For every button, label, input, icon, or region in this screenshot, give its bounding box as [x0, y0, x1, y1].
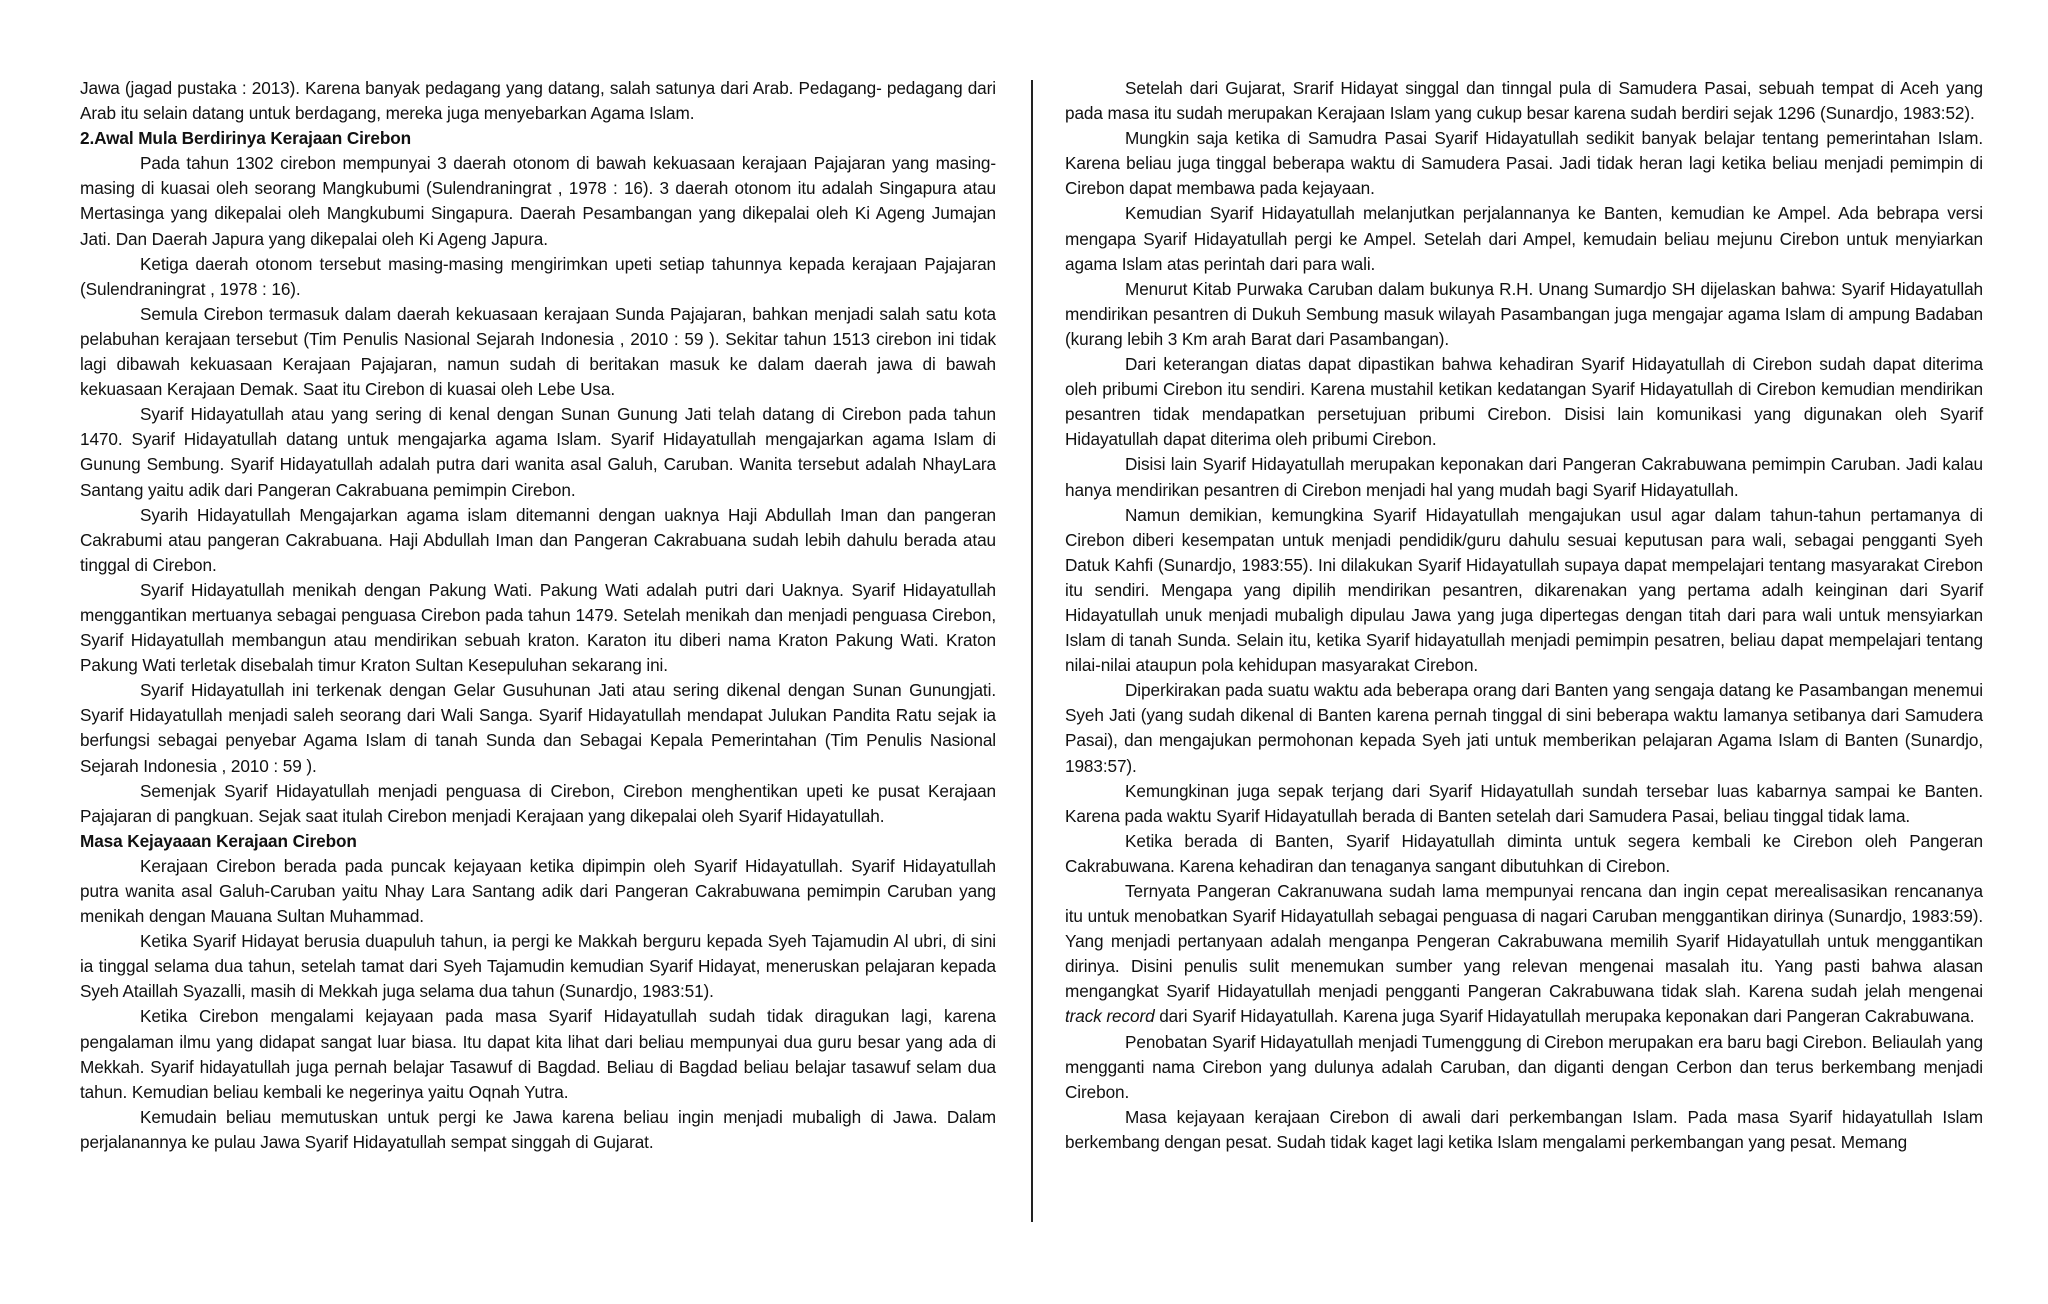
paragraph: Semula Cirebon termasuk dalam daerah kekuasaan kerajaan Sunda Pajajaran, bahkan menjadi salah satu kota pelabuhan kerajaan tersebut (Tim Penulis Nasional Sejarah Indonesia , 2010 : 59 ). Sekitar tahun 1513 cirebon ini tidak lagi dibawah kekuasaan Kerajaan Pajajaran, namun sudah di beritakan masuk ke dalam daerah jawa di bawah kekuasaan Kerajaan Demak. Saat itu Cirebon di kuasai oleh Lebe Usa. — [80, 303, 996, 400]
paragraph: Jawa (jagad pustaka : 2013). Karena banyak pedagang yang datang, salah satunya dari Arab. Pedagang- pedagang dari Arab itu selain datang untuk berdagang, mereka juga menyebarkan Agama Islam. — [80, 78, 996, 124]
column-divider — [1031, 80, 1033, 1222]
paragraph: Penobatan Syarif Hidayatullah menjadi Tumenggung di Cirebon merupakan era baru bagi Cirebon. Beliaulah yang mengganti nama Cirebon yang dulunya adalah Caruban, dan diganti dengan Cerbon dan terus berkembang menjadi Cirebon. — [1065, 1031, 1983, 1102]
paragraph: Ketiga daerah otonom tersebut masing-masing mengirimkan upeti setiap tahunnya kepada kerajaan Pajajaran (Sulendraningrat , 1978 : 16). — [80, 253, 996, 299]
paragraph: Mungkin saja ketika di Samudra Pasai Syarif Hidayatullah sedikit banyak belajar tentang pemerintahan Islam. Karena beliau juga tinggal beberapa waktu di Samudera Pasai. Jadi tidak heran lagi ketika beliau menjadi pemimpin di Cirebon dapat membawa pada kejayaan. — [1065, 128, 1983, 199]
paragraph: Setelah dari Gujarat, Srarif Hidayat singgal dan tinngal pula di Samudera Pasai, sebuah tempat di Aceh yang pada masa itu sudah merupakan Kerajaan Islam yang cukup besar karena sudah berdiri sejak 1296 (Sunardjo, 1983:52). — [1065, 78, 1983, 124]
paragraph: Kemungkinan juga sepak terjang dari Syarif Hidayatullah sundah tersebar luas kabarnya sampai ke Banten. Karena pada waktu Syarif Hidayatullah berada di Banten setelah dari Samudera Pasai, beliau tinggal tidak lama. — [1065, 780, 1983, 826]
text-run: Ternyata Pangeran Cakranuwana sudah lama mempunyai rencana dan ingin cepat merealisasikan rencananya itu untuk menobatkan Syarif Hidayatullah sebagai penguasa di nagari Caruban menggantikan dirinya (Sunardjo, 1983:59). Yang menjadi pertanyaan adalah menganpa Pengeran Cakrabuwana memilih Syarif Hidayatullah untuk menggantikan dirinya. Disini penulis sulit menemukan sumber yang relevan mengenai masalah itu. Yang pasti bahwa alasan mengangkat Syarif Hidayatullah menjadi pengganti Pangeran Cakrabuwana tidak slah. Karena sudah jelah mengenai — [1065, 881, 1983, 1002]
paragraph: Ketika Syarif Hidayat berusia duapuluh tahun, ia pergi ke Makkah berguru kepada Syeh Tajamudin Al ubri, di sini ia tinggal selama dua tahun, setelah tamat dari Syeh Tajamudin kemudian Syarif Hidayat, meneruskan pelajaran kepada Syeh Ataillah Syazalli, masih di Mekkah juga selama dua tahun (Sunardjo, 1983:51). — [80, 931, 996, 1002]
section-heading-awal-mula: 2.Awal Mula Berdirinya Kerajaan Cirebon — [80, 128, 412, 149]
paragraph: Diperkirakan pada suatu waktu ada beberapa orang dari Banten yang sengaja datang ke Pasambangan menemui Syeh Jati (yang sudah dikenal di Banten karena pernah tinggal di sini beberapa waktu lamanya setibanya dari Samudera Pasai), dan mengajukan permohonan kepada Syeh jati untuk memberikan pelajaran Agama Islam di Banten (Sunardjo, 1983:57). — [1065, 680, 1983, 776]
italic-text: track record — [1065, 1006, 1155, 1027]
left-column — [80, 76, 996, 1155]
paragraph: Pada tahun 1302 cirebon mempunyai 3 daerah otonom di bawah kekuasaan kerajaan Pajajaran yang masing-masing di kuasai oleh seorang Mangkubumi (Sulendraningrat , 1978 : 16). 3 daerah otonom itu adalah Singapura atau Mertasinga yang dikepalai oleh Mangkubumi Singapura. Daerah Pesambangan yang dikepalai oleh Ki Ageng Jumajan Jati. Dan Daerah Japura yang dikepalai oleh Ki Ageng Japura. — [80, 153, 996, 249]
paragraph: Masa kejayaan kerajaan Cirebon di awali dari perkembangan Islam. Pada masa Syarif hidayatullah Islam berkembang dengan pesat. Sudah tidak kaget lagi ketika Islam mengalami perkembangan yang pesat. Memang — [1065, 1106, 1983, 1152]
paragraph: Ketika Cirebon mengalami kejayaan pada masa Syarif Hidayatullah sudah tidak diragukan lagi, karena pengalaman ilmu yang didapat sangat luar biasa. Itu dapat kita lihat dari beliau mempunyai dua guru besar yang ada di Mekkah. Syarif hidayatullah juga pernah belajar Tasawuf di Bagdad. Beliau di Bagdad beliau belajar tasawuf selam dua tahun. Kemudian beliau kembali ke negerinya yaitu Oqnah Yutra. — [80, 1006, 996, 1102]
paragraph: Syarih Hidayatullah Mengajarkan agama islam ditemanni dengan uaknya Haji Abdullah Iman dan pangeran Cakrabumi atau pangeran Cakrabuana. Haji Abdullah Iman dan Pangeran Cakrabuana sudah lebih dahulu berada atau tinggal di Cirebon. — [80, 504, 996, 575]
paragraph: Kerajaan Cirebon berada pada puncak kejayaan ketika dipimpin oleh Syarif Hidayatullah. Syarif Hidayatullah putra wanita asal Galuh-Caruban yaitu Nhay Lara Santang adik dari Pangeran Cakrabuwana pemimpin Caruban yang menikah dengan Mauana Sultan Muhammad. — [80, 855, 996, 927]
text-run: dari Syarif Hidayatullah. Karena juga Syarif Hidayatullah merupaka keponakan dari Pangeran Cakrabuwana. — [1154, 1006, 1975, 1027]
paragraph: Disisi lain Syarif Hidayatullah merupakan keponakan dari Pangeran Cakrabuwana pemimpin Caruban. Jadi kalau hanya mendirikan pesantren di Cirebon menjadi hal yang mudah bagi Syarif Hidayatullah. — [1065, 454, 1983, 500]
paragraph: Dari keterangan diatas dapat dipastikan bahwa kehadiran Syarif Hidayatullah di Cirebon sudah dapat diterima oleh pribumi Cirebon itu sendiri. Karena mustahil ketikan kedatangan Syarif Hidayatullah di Cirebon kemudian mendirikan pesantren tidak mendapatkan persetujuan pribumi Cirebon. Disisi lain komunikasi yang digunakan oleh Syarif Hidayatullah dapat diterima oleh pribumi Cirebon. — [1065, 354, 1983, 450]
paragraph: Semenjak Syarif Hidayatullah menjadi penguasa di Cirebon, Cirebon menghentikan upeti ke pusat Kerajaan Pajajaran di pangkuan. Sejak saat itulah Cirebon menjadi Kerajaan yang dikepalai oleh Syarif Hidayatullah. — [80, 780, 996, 826]
paragraph: Syarif Hidayatullah atau yang sering di kenal dengan Sunan Gunung Jati telah datang di Cirebon pada tahun 1470. Syarif Hidayatullah datang untuk mengajarka agama Islam. Syarif Hidayatullah mengajarkan agama Islam di Gunung Sembung. Syarif Hidayatullah adalah putra dari wanita asal Galuh, Caruban. Wanita tersebut adalah NhayLara Santang yaitu adik dari Pangeran Cakrabuana pemimpin Cirebon. — [80, 404, 996, 500]
right-column — [1065, 76, 1983, 1155]
paragraph: Kemudian Syarif Hidayatullah melanjutkan perjalannanya ke Banten, kemudian ke Ampel. Ada bebrapa versi mengapa Syarif Hidayatullah pergi ke Ampel. Setelah dari Ampel, kemudain beliau mejunu Cirebon untuk menyiarkan agama Islam atas perintah dari para wali. — [1065, 203, 1983, 274]
section-heading-masa-kejayaan: Masa Kejayaaan Kerajaan Cirebon — [80, 830, 357, 851]
paragraph: Ketika berada di Banten, Syarif Hidayatullah diminta untuk segera kembali ke Cirebon oleh Pangeran Cakrabuwana. Karena kehadiran dan tenaganya sangant dibutuhkan di Cirebon. — [1065, 830, 1983, 876]
paragraph-track-record — [1065, 879, 1983, 1030]
paragraph: Kemudain beliau memutuskan untuk pergi ke Jawa karena beliau ingin menjadi mubaligh di Jawa. Dalam perjalanannya ke pulau Jawa Syarif Hidayatullah sempat singgah di Gujarat. — [80, 1106, 996, 1152]
paragraph: Syarif Hidayatullah ini terkenak dengan Gelar Gusuhunan Jati atau sering dikenal dengan Sunan Gunungjati. Syarif Hidayatullah menjadi saleh seorang dari Wali Sanga. Syarif Hidayatullah mendapat Julukan Pandita Ratu sejak ia berfungsi sebagai penyebar Agama Islam di tanah Sunda dan Sebagai Kepala Pemerintahan (Tim Penulis Nasional Sejarah Indonesia , 2010 : 59 ). — [80, 680, 996, 776]
paragraph: Menurut Kitab Purwaka Caruban dalam bukunya R.H. Unang Sumardjo SH dijelaskan bahwa: Syarif Hidayatullah mendirikan pesantren di Dukuh Sembung masuk wilayah Pasambangan juga mengajar agama Islam di ampung Badaban (kurang lebih 3 Km arah Barat dari Pasambangan). — [1065, 278, 1983, 349]
paragraph: Namun demikian, kemungkina Syarif Hidayatullah mengajukan usul agar dalam tahun-tahun pertamanya di Cirebon diberi kesempatan untuk menjadi pendidik/guru dahulu sesuai keputusan para wali, sebagai pengganti Syeh Datuk Kahfi (Sunardjo, 1983:55). Ini dilakukan Syarif Hidayatullah supaya dapat mempelajari tentang masyarakat Cirebon itu sendiri. Mengapa yang dipilih mendirikan pesantren, dikarenakan yang pertama adalh keinginan dari Syarif Hidayatullah unuk menjadi mubaligh dipulau Jawa yang juga dipertegas dengan titah dari para wali untuk mensyiarkan Islam di tanah Sunda. Selain itu, ketika Syarif hidayatullah menjadi pemimpin pesatren, beliau dapat mempelajari tentang nilai-nilai ataupun pola kehidupan masyarakat Cirebon. — [1065, 504, 1983, 676]
paragraph: Syarif Hidayatullah menikah dengan Pakung Wati. Pakung Wati adalah putri dari Uaknya. Syarif Hidayatullah menggantikan mertuanya sebagai penguasa Cirebon pada tahun 1479. Setelah menikah dan menjadi penguasa Cirebon, Syarif Hidayatullah membangun atau mendirikan sebuah kraton. Karaton itu diberi nama Kraton Pakung Wati. Kraton Pakung Wati terletak disebalah timur Kraton Sultan Kesepuluhan sekarang ini. — [80, 579, 996, 676]
